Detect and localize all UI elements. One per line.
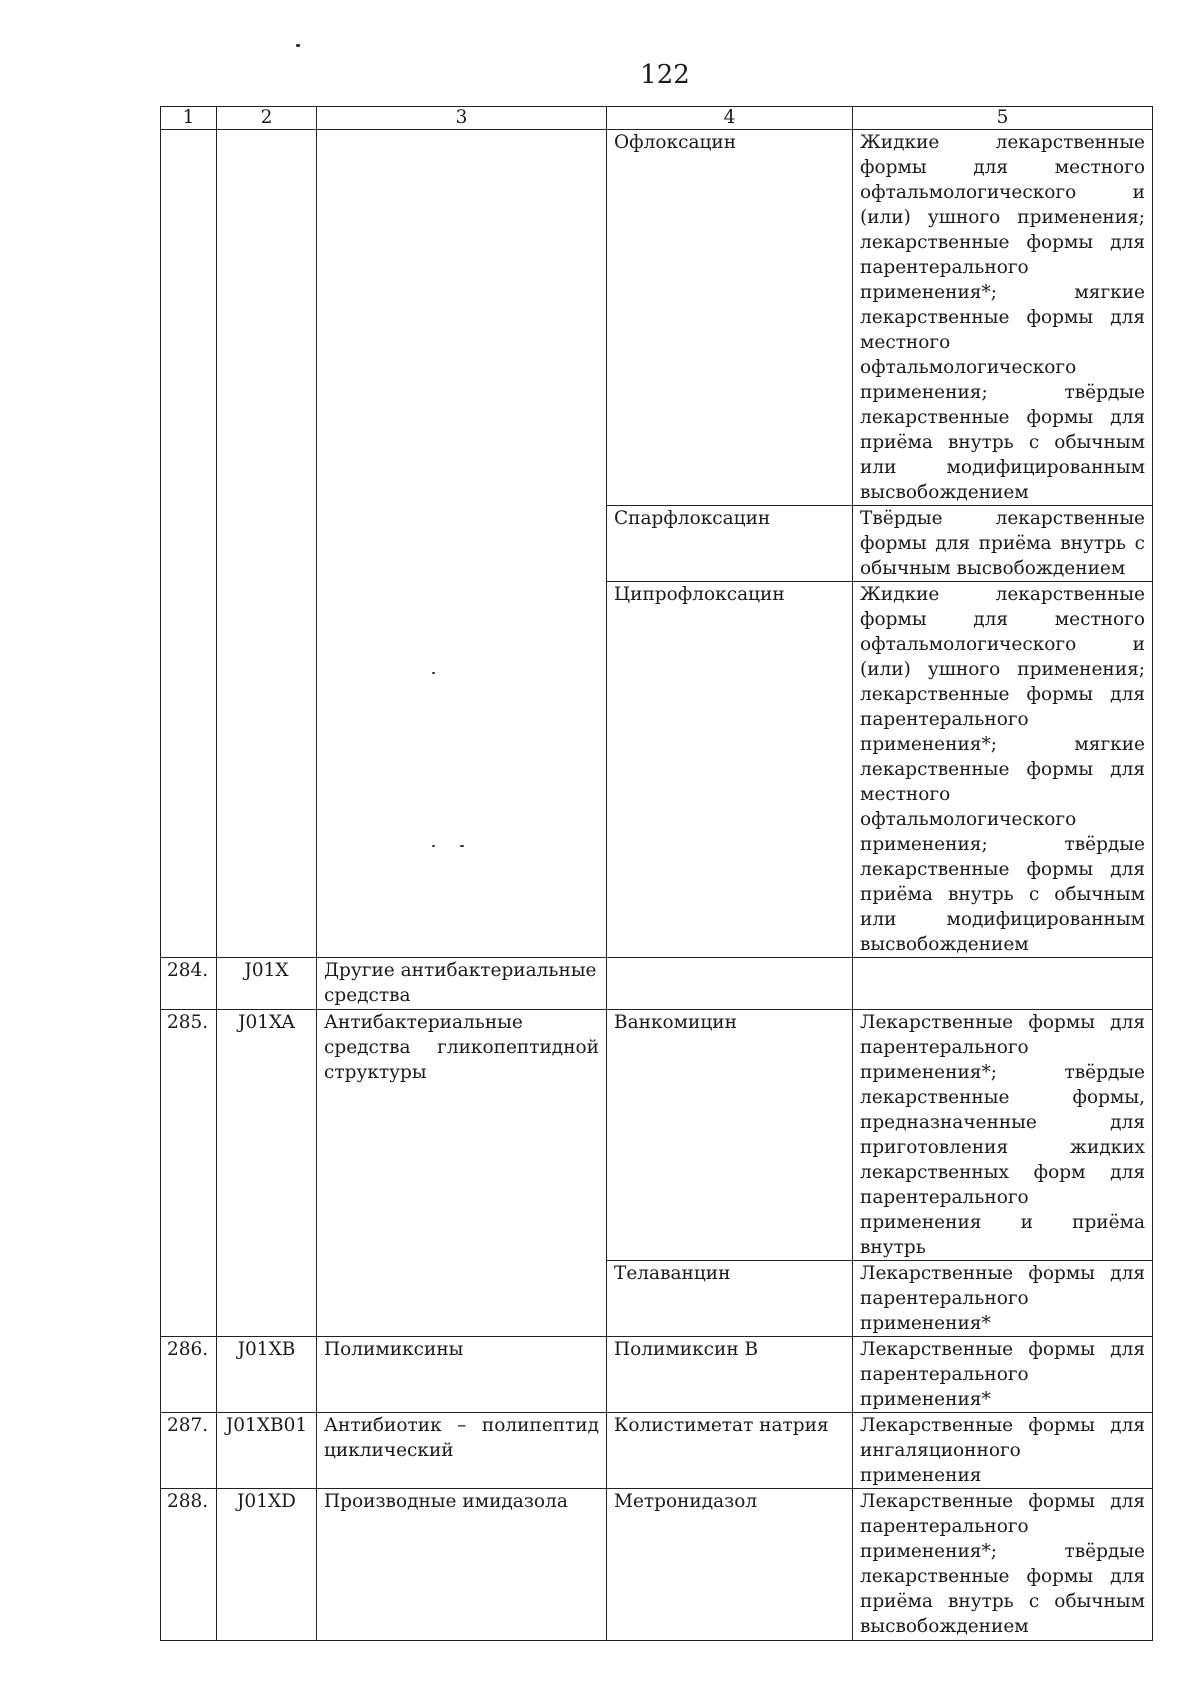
dosage-form: Лекарственные формы для парентерального применения*: [853, 1261, 1153, 1337]
table-row: [161, 958, 1153, 1010]
table-row: [161, 1489, 1153, 1641]
column-header: 3: [317, 107, 607, 130]
dosage-form: Лекарственные формы для парентерального применения*: [853, 1337, 1153, 1413]
atc-code: J01XA: [217, 1010, 317, 1337]
dosage-form: Жидкие лекарственные формы для местного офтальмологического и (или) ушного применения; лекарственные формы для парентерального применения*; мягкие лекарственные формы для местного офтальмологического применения; твёрдые лекарственные формы для приёма внутрь с обычным или модифицированным высвобождением: [853, 582, 1153, 958]
group-name: Другие антибактериальные средства: [317, 958, 607, 1010]
page-number: 122: [640, 60, 690, 90]
dosage-form: Твёрдые лекарственные формы для приёма внутрь с обычным высвобождением: [853, 506, 1153, 582]
dosage-form: Лекарственные формы для ингаляционного применения: [853, 1413, 1153, 1489]
row-number-cell: [161, 130, 217, 958]
atc-code: J01XB01: [217, 1413, 317, 1489]
atc-code: J01XD: [217, 1489, 317, 1641]
row-number: 287.: [161, 1413, 217, 1489]
drug-name: Полимиксин В: [607, 1337, 853, 1413]
drug-name: Колистиметат натрия: [607, 1413, 853, 1489]
atc-code: J01XB: [217, 1337, 317, 1413]
dosage-form: [853, 958, 1153, 1010]
group-name: Полимиксины: [317, 1337, 607, 1413]
drug-name: [607, 958, 853, 1010]
table-row: [161, 1337, 1153, 1413]
table-row: [161, 1010, 1153, 1261]
table-header-row: [161, 107, 1153, 130]
row-number: 284.: [161, 958, 217, 1010]
drug-table: [160, 106, 1153, 1641]
table-row: [161, 1413, 1153, 1489]
drug-name: Спарфлоксацин: [607, 506, 853, 582]
column-header: 4: [607, 107, 853, 130]
scan-speck: [296, 44, 300, 47]
drug-name: Метронидазол: [607, 1489, 853, 1641]
drug-name: Ванкомицин: [607, 1010, 853, 1261]
column-header: 1: [161, 107, 217, 130]
atc-code: J01X: [217, 958, 317, 1010]
group-name: Антибиотик – полипептид циклический: [317, 1413, 607, 1489]
drug-name: Ципрофлоксацин: [607, 582, 853, 958]
table-row: [161, 130, 1153, 506]
dosage-form: Лекарственные формы для парентерального применения*; твёрдые лекарственные формы для приёма внутрь с обычным высвобождением: [853, 1489, 1153, 1641]
dosage-form: Лекарственные формы для парентерального применения*; твёрдые лекарственные формы, предназначенные для приготовления жидких лекарственных форм для парентерального применения и приёма внутрь: [853, 1010, 1153, 1261]
row-code-cell: [217, 130, 317, 958]
drug-name: Офлоксацин: [607, 130, 853, 506]
group-name: Антибактериальные средства гликопептидной структуры: [317, 1010, 607, 1337]
dosage-form: Жидкие лекарственные формы для местного офтальмологического и (или) ушного применения; лекарственные формы для парентерального применения*; мягкие лекарственные формы для местного офтальмологического применения; твёрдые лекарственные формы для приёма внутрь с обычным или модифицированным высвобождением: [853, 130, 1153, 506]
column-header: 5: [853, 107, 1153, 130]
row-number: 286.: [161, 1337, 217, 1413]
row-group-cell: [317, 130, 607, 958]
column-header: 2: [217, 107, 317, 130]
row-number: 285.: [161, 1010, 217, 1337]
group-name: Производные имидазола: [317, 1489, 607, 1641]
drug-name: Телаванцин: [607, 1261, 853, 1337]
row-number: 288.: [161, 1489, 217, 1641]
